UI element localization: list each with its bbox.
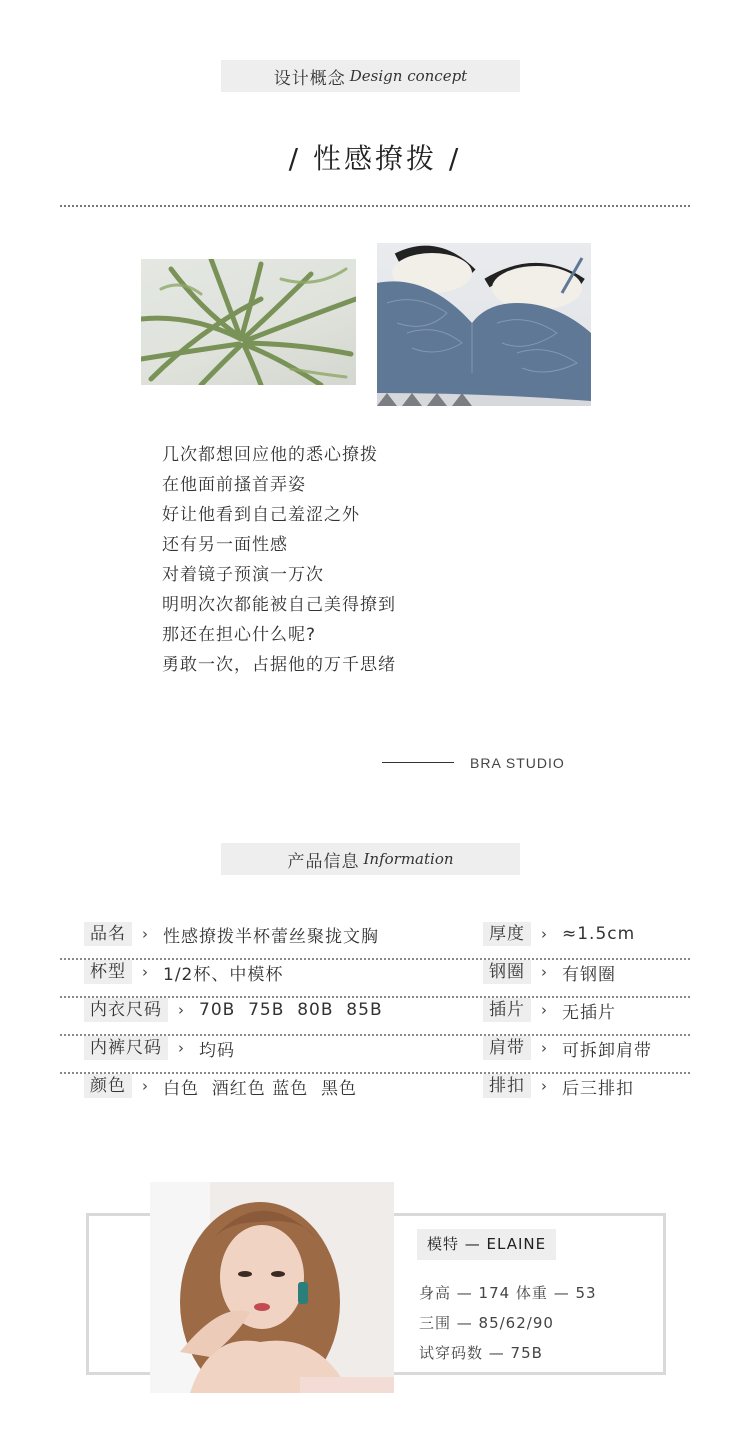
section-divider bbox=[60, 205, 690, 207]
model-size: 试穿码数 — 75B bbox=[419, 1344, 543, 1362]
model-measurements: 三围 — 85/62/90 bbox=[419, 1314, 554, 1332]
product-info-banner bbox=[221, 843, 520, 875]
spec-value: 可拆卸肩带 bbox=[562, 1040, 652, 1061]
spec-left bbox=[84, 1036, 235, 1060]
poem-line: 还有另一面性感 bbox=[162, 535, 288, 555]
product-info-cn: 产品信息 bbox=[287, 851, 360, 872]
spec-right bbox=[483, 960, 616, 984]
spec-label: 颜色 bbox=[84, 1074, 132, 1098]
chevron-right-icon: › bbox=[142, 925, 149, 943]
spec-right bbox=[483, 998, 616, 1022]
product-info-en: Information bbox=[363, 850, 454, 868]
spec-left bbox=[84, 1074, 357, 1098]
spec-value: 白色 酒红色 蓝色 黑色 bbox=[163, 1078, 358, 1099]
spec-right bbox=[483, 1074, 634, 1098]
spec-row bbox=[84, 960, 690, 998]
bra-product-photo bbox=[377, 243, 591, 406]
chevron-right-icon: › bbox=[541, 925, 548, 943]
spec-label: 厚度 bbox=[483, 922, 531, 946]
design-concept-en: Design concept bbox=[349, 67, 468, 85]
spec-right bbox=[483, 1036, 652, 1060]
design-concept-cn: 设计概念 bbox=[273, 68, 346, 89]
spec-label: 钢圈 bbox=[483, 960, 531, 984]
poem-line: 几次都想回应他的悉心撩拨 bbox=[162, 445, 378, 465]
concept-poem bbox=[162, 440, 396, 680]
spec-value: 70B 75B 80B 85B bbox=[199, 1000, 383, 1020]
spec-value: 1/2杯、中模杯 bbox=[163, 964, 284, 985]
spec-label: 排扣 bbox=[483, 1074, 531, 1098]
spec-value: 后三排扣 bbox=[562, 1078, 634, 1099]
poem-line: 明明次次都能被自己美得撩到 bbox=[162, 595, 396, 615]
design-concept-banner bbox=[221, 60, 520, 92]
poem-line: 那还在担心什么呢? bbox=[162, 625, 317, 645]
chevron-right-icon: › bbox=[178, 1039, 185, 1057]
model-name-tag: 模特 — ELAINE bbox=[417, 1229, 556, 1260]
chevron-right-icon: › bbox=[541, 1077, 548, 1095]
spec-row bbox=[84, 1074, 690, 1112]
spec-row bbox=[84, 922, 690, 960]
model-photo bbox=[150, 1182, 394, 1393]
spec-value: 有钢圈 bbox=[562, 964, 616, 985]
page-headline: / 性感撩拨 / bbox=[288, 142, 462, 175]
spec-row bbox=[84, 1036, 690, 1074]
spec-right bbox=[483, 922, 635, 946]
spec-label: 品名 bbox=[84, 922, 132, 946]
spec-label: 内裤尺码 bbox=[84, 1036, 168, 1060]
chevron-right-icon: › bbox=[541, 1039, 548, 1057]
spec-label: 内衣尺码 bbox=[84, 998, 168, 1022]
model-height-weight: 身高 — 174 体重 — 53 bbox=[419, 1284, 597, 1302]
poem-line: 在他面前搔首弄姿 bbox=[162, 475, 306, 495]
poem-line: 好让他看到自己羞涩之外 bbox=[162, 505, 360, 525]
chevron-right-icon: › bbox=[142, 1077, 149, 1095]
spec-value: ≈1.5cm bbox=[562, 924, 636, 944]
studio-rule bbox=[382, 762, 454, 763]
poem-line: 勇敢一次，占据他的万千思绪 bbox=[162, 655, 396, 675]
chevron-right-icon: › bbox=[142, 963, 149, 981]
spec-label: 插片 bbox=[483, 998, 531, 1022]
spec-value: 性感撩拨半杯蕾丝聚拢文胸 bbox=[163, 926, 379, 947]
spec-label: 肩带 bbox=[483, 1036, 531, 1060]
spec-value: 无插片 bbox=[562, 1002, 616, 1023]
chevron-right-icon: › bbox=[178, 1001, 185, 1019]
spec-row bbox=[84, 998, 690, 1036]
chevron-right-icon: › bbox=[541, 963, 548, 981]
brand-studio-label: BRA STUDIO bbox=[470, 755, 565, 771]
spec-left bbox=[84, 998, 383, 1022]
poem-line: 对着镜子预演一万次 bbox=[162, 565, 324, 585]
spec-value: 均码 bbox=[199, 1040, 235, 1061]
chevron-right-icon: › bbox=[541, 1001, 548, 1019]
spec-left bbox=[84, 922, 379, 946]
leaf-photo bbox=[141, 259, 356, 385]
spec-label: 杯型 bbox=[84, 960, 132, 984]
spec-left bbox=[84, 960, 283, 984]
